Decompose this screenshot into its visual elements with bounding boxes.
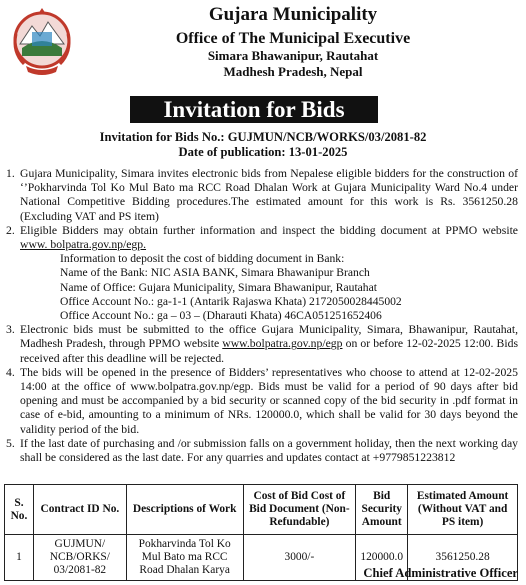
bank-intro: Information to deposit the cost of bidding document in Bank: [60,252,345,266]
ppmo-link[interactable]: www. bolpatra.gov.np/egp. [20,238,147,252]
ppmo-link[interactable]: www.bolpatra.gov.np/egp [222,337,343,351]
bank-office-name: Name of Office: Gujara Municipality, Simara Bhawanipur, Rautahat [60,280,377,294]
clause-2 [6,224,518,252]
bid-number: Invitation for Bids No.: GUJMUN/NCB/WORKS/03/2081-82 [99,130,427,144]
address-line-1: Simara Bhawanipur, Rautahat [207,48,379,63]
table-cell: 3000/- [243,535,356,581]
table-cell: GUJMUN/ NCB/ORKS/ 03/2081-82 [33,535,126,581]
office-name: Office of The Municipal Executive [175,30,411,47]
clause-1 [6,167,518,224]
clause-3 [6,323,518,366]
publication-date: Date of publication: 13-01-2025 [178,145,348,159]
signatory: Chief Administrative Officer [363,566,518,580]
bank-account-2: Office Account No.: ga – 03 – (Dharauti Khata) 46CA051251652406 [60,309,382,323]
clause-text-part: on or before 12-02-2025 12:00. Bids received after this deadline will be rejected. [20,337,518,365]
bank-account-1: Office Account No.: ga-1-1 (Antarik Rajaswa Khata) 2172050028445002 [60,294,402,308]
clause-text: If the last date of purchasing and /or submission falls on a government holiday, then the next working day shall be considered as the last date. For any quarries and updates contact at +9779851223812 [20,436,518,465]
clause-number: 5. [6,436,15,450]
table-cell: Pokharvinda Tol Ko Mul Bato ma RCC Road Dhalan Karya [126,535,243,581]
notice-title: Invitation for Bids [130,96,378,123]
letterhead [60,4,526,80]
clause-5 [6,437,518,465]
clause-number: 1. [6,167,15,180]
table-cell: 3561250.28 [408,535,518,581]
column-header: S. No. [5,485,34,535]
bank-name: Name of the Bank: NIC ASIA BANK, Simara Bhawanipur Branch [60,266,370,280]
clause-number: 3. [6,323,15,337]
clause-4 [6,366,518,437]
clause-number: 4. [6,365,15,379]
clause-text-part: Eligible Bidders may obtain further information and inspect the bidding document at PPMO website [20,223,518,237]
clause-text-part: Electronic bids must be submitted to the office Gujara Municipality, Simara, Bhawanipur, Rautahat, Madhesh Pradesh, through PPMO website [20,323,518,351]
clause-text: Gujara Municipality, Simara invites electronic bids from Nepalese eligible bidders for the construction of ‘’Pokharvinda Tol Ko Mul Bato ma RCC Road Dhalan Work at Gujara Municipality Ward No.4 under National Competitive Bidding procedures.The estimated amount for this work is Rs. 3561250.28 (Excluding VAT and PS item) [20,167,518,223]
clause-text [20,224,518,252]
bid-reference [0,130,526,160]
clause-text [20,323,518,366]
column-header: Descriptions of Work [126,485,243,535]
column-header: Cost of Bid Cost of Bid Document (Non- Refundable) [243,485,356,535]
address-line-2: Madhesh Pradesh, Nepal [223,64,363,79]
table-cell: 1 [5,535,34,581]
bank-details [60,252,518,323]
clause-text: The bids will be opened in the presence of Bidders’ representatives who choose to attend at 12-02-2025 14:00 at the office of www.bolpatra.gov.np/egp. Bids must be valid for a period of 90 days after bid opening and must be accompanied by a bid security or scanned copy of the bid security in .pdf format in case of e-bid, amounting to a minimum of NRs. 120000.0, which shall be valid for 30 days beyond the validity period of the bid. [20,365,518,436]
clause-number: 2. [6,223,15,237]
column-header: Contract ID No. [33,485,126,535]
column-header: Bid Security Amount [356,485,408,535]
municipality-name: Gujara Municipality [208,4,378,25]
notice-body [6,167,518,465]
table-header-row [5,485,518,535]
column-header: Estimated Amount (Without VAT and PS item) [408,485,518,535]
table-cell: 120000.0 [356,535,408,581]
